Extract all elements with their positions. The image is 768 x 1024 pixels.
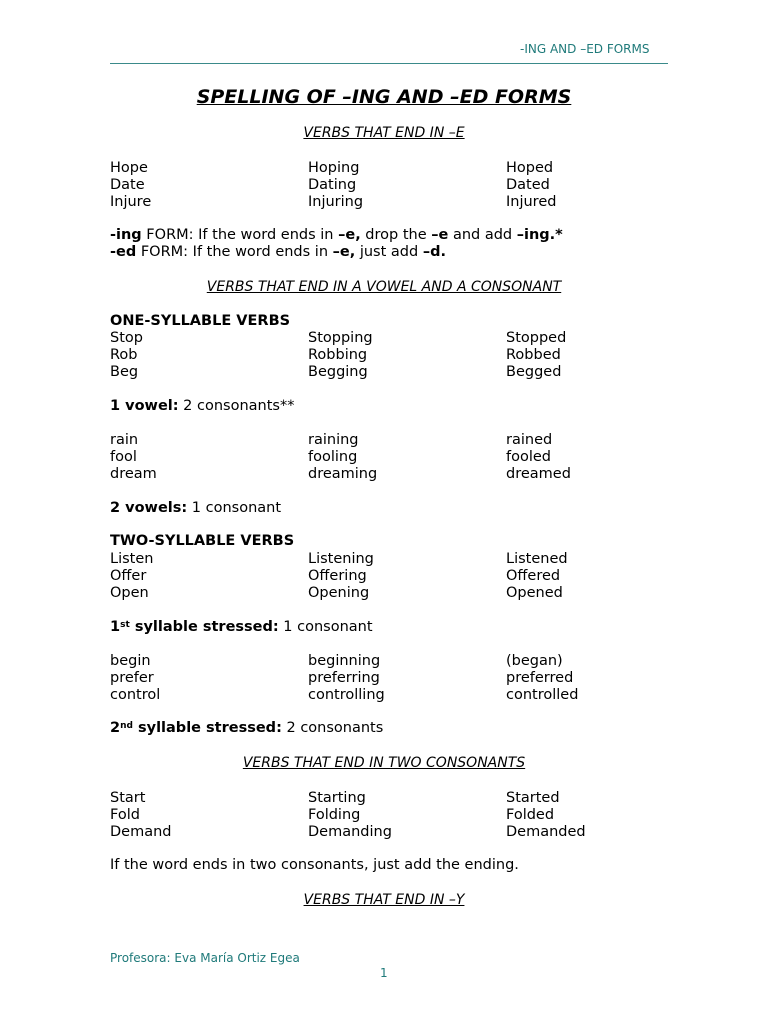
- rule-text: just add: [355, 244, 423, 260]
- footer-author: Profesora: Eva María Ortiz Egea: [110, 951, 300, 965]
- note-1-vowel: [110, 398, 294, 415]
- rule-text: drop the: [360, 227, 432, 243]
- ing-form: Hoping: [308, 160, 360, 176]
- ed-form: rained: [506, 432, 553, 448]
- ed-form: preferred: [506, 670, 574, 686]
- note-first-syllable-stressed: [110, 619, 373, 636]
- running-header: -ING AND –ED FORMS: [520, 42, 650, 56]
- ed-form: Opened: [506, 585, 563, 601]
- header-rule: [110, 63, 668, 64]
- rule-term: -ed: [110, 244, 137, 260]
- rule-term: –ing.*: [516, 227, 563, 243]
- ing-form: Offering: [308, 568, 367, 584]
- note-label: syllable stressed:: [129, 619, 279, 635]
- ed-form: Robbed: [506, 347, 561, 363]
- ed-form: controlled: [506, 687, 579, 703]
- rule-text: FORM: If the word ends in: [136, 244, 333, 260]
- ing-form: Stopping: [308, 330, 373, 346]
- ing-form: dreaming: [308, 466, 378, 482]
- ordinal-suffix: nd: [120, 721, 133, 731]
- ing-form: Dating: [308, 177, 357, 193]
- ing-rule: [110, 227, 563, 244]
- ing-form: Robbing: [308, 347, 368, 363]
- ed-form: Dated: [506, 177, 550, 193]
- note-number: 1: [110, 619, 121, 635]
- two-consonants-rule: If the word ends in two consonants, just add the ending.: [110, 857, 519, 873]
- ed-form: dreamed: [506, 466, 571, 482]
- base-form: Demand: [110, 824, 172, 840]
- ed-form: Folded: [506, 807, 555, 823]
- ed-form: Begged: [506, 364, 562, 380]
- ing-form: fooling: [308, 449, 358, 465]
- base-form: fool: [110, 449, 137, 465]
- subheading-one-syllable: ONE-SYLLABLE VERBS: [110, 313, 291, 329]
- ed-form: Injured: [506, 194, 557, 210]
- base-form: control: [110, 687, 161, 703]
- note-text: 1 consonant: [187, 500, 282, 516]
- ing-form: Starting: [308, 790, 366, 806]
- base-form: Start: [110, 790, 146, 806]
- base-form: rain: [110, 432, 139, 448]
- ed-rule: [110, 244, 446, 261]
- base-form: dream: [110, 466, 157, 482]
- note-label: syllable stressed:: [132, 720, 282, 736]
- ed-form: Demanded: [506, 824, 586, 840]
- section-heading-end-in-y: VERBS THAT END IN –Y: [303, 892, 465, 908]
- ed-form: fooled: [506, 449, 552, 465]
- note-2-vowels: [110, 500, 281, 517]
- note-text: 1 consonant: [278, 619, 373, 635]
- ed-form: Offered: [506, 568, 561, 584]
- ing-form: Listening: [308, 551, 374, 567]
- base-form: Injure: [110, 194, 152, 210]
- page-title: SPELLING OF –ING AND –ED FORMS: [196, 86, 572, 108]
- note-label: 1 vowel:: [110, 398, 179, 414]
- base-form: Rob: [110, 347, 138, 363]
- note-number: 2: [110, 720, 121, 736]
- base-form: Hope: [110, 160, 148, 176]
- rule-text: and add: [448, 227, 517, 243]
- rule-term: –e,: [338, 227, 361, 243]
- base-form: Offer: [110, 568, 147, 584]
- rule-term: -ing: [110, 227, 142, 243]
- base-form: Beg: [110, 364, 139, 380]
- section-heading-two-consonants: VERBS THAT END IN TWO CONSONANTS: [242, 755, 526, 771]
- ing-form: preferring: [308, 670, 380, 686]
- ing-form: Opening: [308, 585, 370, 601]
- base-form: Date: [110, 177, 145, 193]
- ing-form: Folding: [308, 807, 361, 823]
- base-form: Stop: [110, 330, 143, 346]
- base-form: Listen: [110, 551, 154, 567]
- note-text: 2 consonants: [281, 720, 384, 736]
- base-form: prefer: [110, 670, 154, 686]
- page-number: 1: [380, 966, 388, 980]
- ing-form: Begging: [308, 364, 368, 380]
- ordinal-suffix: st: [120, 620, 130, 630]
- note-second-syllable-stressed: [110, 720, 383, 737]
- ing-form: raining: [308, 432, 359, 448]
- ing-form: controlling: [308, 687, 385, 703]
- ed-form: Stopped: [506, 330, 567, 346]
- rule-term: –e,: [332, 244, 356, 260]
- rule-term: –e: [431, 227, 449, 243]
- ing-form: beginning: [308, 653, 381, 669]
- base-form: begin: [110, 653, 151, 669]
- ed-form: (began): [506, 653, 563, 669]
- ed-form: Hoped: [506, 160, 554, 176]
- section-heading-vowel-consonant: VERBS THAT END IN A VOWEL AND A CONSONANT: [206, 279, 562, 295]
- ing-form: Injuring: [308, 194, 364, 210]
- ed-form: Started: [506, 790, 560, 806]
- base-form: Open: [110, 585, 149, 601]
- note-text: 2 consonants**: [178, 398, 295, 414]
- section-heading-end-in-e: VERBS THAT END IN –E: [303, 125, 465, 141]
- rule-term: –d.: [422, 244, 446, 260]
- base-form: Fold: [110, 807, 140, 823]
- ed-form: Listened: [506, 551, 568, 567]
- rule-text: FORM: If the word ends in: [141, 227, 339, 243]
- subheading-two-syllable: TWO-SYLLABLE VERBS: [110, 533, 295, 549]
- ing-form: Demanding: [308, 824, 392, 840]
- note-label: 2 vowels:: [110, 500, 188, 516]
